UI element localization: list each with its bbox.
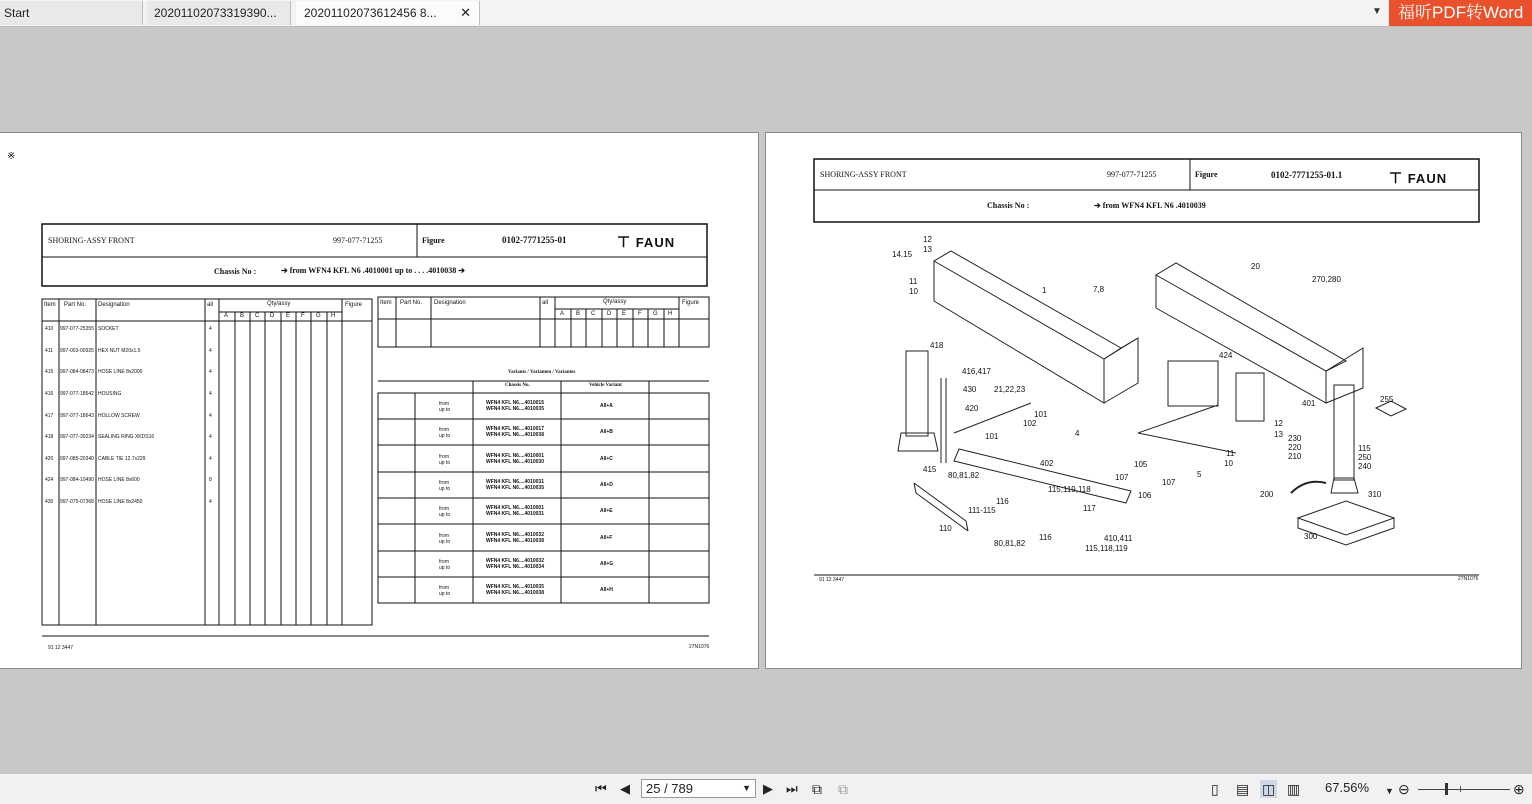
callout: 240 bbox=[1358, 462, 1372, 471]
callout: 115,118,119 bbox=[1085, 544, 1128, 553]
cylinder-401 bbox=[1334, 385, 1354, 480]
continuous-view-icon[interactable]: ▤ bbox=[1236, 781, 1250, 797]
variant-chassis: WFN4 KFL N6....4010015 WFN4 KFL N6....4010035 bbox=[486, 400, 544, 412]
tab-bar bbox=[0, 0, 1532, 27]
variant-from-to: from up to bbox=[439, 427, 451, 439]
callout: 401 bbox=[1302, 399, 1316, 408]
row-item: 410 bbox=[45, 326, 54, 332]
variant-chassis: WFN4 KFL N6....4010017 WFN4 KFL N6....4010038 bbox=[486, 426, 544, 438]
row-item: 415 bbox=[45, 369, 54, 375]
tab-label: 20201102073319390... bbox=[154, 6, 277, 20]
row-part-no: 997-077-30234 bbox=[60, 434, 94, 440]
faun-logo-icon: ⊤ bbox=[617, 234, 632, 251]
row-qty: 4 bbox=[209, 391, 212, 397]
variant-code: All+H bbox=[600, 587, 613, 593]
qty-letter: A bbox=[560, 311, 565, 317]
close-icon[interactable]: ✕ bbox=[460, 5, 471, 20]
qty-letter: F bbox=[301, 313, 305, 319]
row-qty: 4 bbox=[209, 369, 212, 375]
callout: 310 bbox=[1368, 490, 1382, 499]
tab-start[interactable] bbox=[0, 1, 143, 25]
col-qty: Qty/assy bbox=[267, 301, 291, 307]
variant-from-to: from up to bbox=[439, 401, 451, 413]
tab-document-2[interactable] bbox=[296, 1, 480, 25]
qty-letter: G bbox=[653, 311, 658, 317]
tab-label: Start bbox=[4, 6, 30, 20]
callout: 106 bbox=[1138, 491, 1152, 500]
callout: 14.15 bbox=[892, 250, 913, 259]
page-number-value: 25 / 789 bbox=[646, 781, 693, 796]
variant-chassis: WFN4 KFL N6....4010032 WFN4 KFL N6....4010034 bbox=[486, 558, 544, 570]
previous-page-icon[interactable]: ◀ bbox=[620, 781, 630, 796]
row-qty: 4 bbox=[209, 434, 212, 440]
row-part-no: 997-003-00925 bbox=[60, 348, 94, 354]
zoom-slider-tick bbox=[1460, 786, 1461, 792]
pdf-page-right bbox=[765, 132, 1522, 669]
base-plate-300 bbox=[1298, 501, 1394, 535]
col-figure: Figure bbox=[345, 302, 363, 308]
tab-document-1[interactable] bbox=[147, 1, 291, 25]
row-designation: HOSE LINE 8x600 bbox=[98, 477, 140, 483]
row-designation: HOSE LINE 8x2000 bbox=[98, 369, 143, 375]
variant-code: All+F bbox=[600, 535, 613, 541]
variant-chassis: WFN4 KFL N6....4010035 WFN4 KFL N6....4010038 bbox=[486, 584, 544, 596]
callout: 410,411 bbox=[1104, 534, 1133, 543]
footer-left: 91 12 3447 bbox=[819, 577, 845, 583]
callout: 270,280 bbox=[1312, 275, 1341, 284]
left-page-lines bbox=[0, 133, 760, 670]
zoom-out-icon[interactable]: ⊖ bbox=[1398, 781, 1410, 797]
row-item: 417 bbox=[45, 413, 54, 419]
chassis-range: ➔ from WFN4 KFL N6 .4010001 up to . . . .4010038 ➔ bbox=[281, 266, 466, 275]
pdf-to-word-banner[interactable]: 福昕PDF转Word bbox=[1389, 0, 1532, 26]
variant-from-to: from up to bbox=[439, 585, 451, 597]
qty-letter: A bbox=[224, 313, 229, 319]
variant-code: All+B bbox=[600, 429, 613, 435]
qty-letter: C bbox=[255, 313, 260, 319]
row-qty: 8 bbox=[209, 477, 212, 483]
callout: 101 bbox=[1034, 410, 1048, 419]
zoom-level[interactable]: 67.56% bbox=[1325, 780, 1370, 795]
callout: 300 bbox=[1304, 532, 1318, 541]
row-qty: 4 bbox=[209, 413, 212, 419]
callout: 107 bbox=[1162, 478, 1176, 487]
chassis-label: Chassis No : bbox=[987, 201, 1030, 210]
figure-number: 0102-7771255-01 bbox=[502, 235, 567, 245]
tab-menu-dropdown-icon[interactable]: ▼ bbox=[1372, 6, 1382, 17]
callout: 418 bbox=[930, 341, 944, 350]
row-item: 430 bbox=[45, 499, 54, 505]
footer-right: 27N1076 bbox=[689, 644, 710, 650]
callout: 402 bbox=[1040, 459, 1054, 468]
callout: 105 bbox=[1134, 460, 1148, 469]
callout: 11 bbox=[1226, 449, 1235, 458]
col-part-no: Part No. bbox=[400, 300, 423, 306]
row-designation: HEX NUT M20x1.5 bbox=[98, 348, 141, 354]
callout: 200 bbox=[1260, 490, 1274, 499]
callout: 5 bbox=[1197, 470, 1202, 479]
callout: 115,119,118 bbox=[1048, 485, 1091, 494]
variants-col-vehicle: Vehicle Variant bbox=[589, 383, 622, 388]
pdf-page-left bbox=[0, 132, 759, 669]
row-part-no: 997-077-18643 bbox=[60, 413, 94, 419]
callout: 13 bbox=[923, 245, 932, 254]
row-designation: SEALING RING XKDS16 bbox=[98, 434, 155, 440]
variant-chassis: WFN4 KFL N6....4010032 WFN4 KFL N6....4010038 bbox=[486, 532, 544, 544]
qty-letter: G bbox=[316, 313, 321, 319]
zoom-slider-handle[interactable] bbox=[1445, 783, 1448, 795]
callout: 210 bbox=[1288, 452, 1302, 461]
callout: 111-115 bbox=[968, 506, 996, 515]
callout: 7,8 bbox=[1093, 285, 1105, 294]
callout: 12 bbox=[1274, 419, 1283, 428]
variant-chassis: WFN4 KFL N6....4010031 WFN4 KFL N6....4010035 bbox=[486, 479, 544, 491]
beam-1-side bbox=[934, 261, 1104, 403]
faun-logo bbox=[1389, 169, 1447, 187]
col-all: all bbox=[207, 302, 214, 308]
qty-letter: B bbox=[576, 311, 581, 317]
callout: 230 bbox=[1288, 434, 1302, 443]
callout: 21,22,23 bbox=[994, 385, 1026, 394]
variants-col-chassis: Chassis No. bbox=[505, 383, 530, 388]
col-all: all bbox=[542, 300, 549, 306]
row-part-no: 997-084-10490 bbox=[60, 477, 94, 483]
callout: 430 bbox=[963, 385, 977, 394]
single-page-view-icon[interactable]: ▯ bbox=[1211, 781, 1219, 797]
variant-code: All+G bbox=[600, 561, 614, 567]
assembly-part-number: 997-077-71255 bbox=[333, 236, 383, 245]
chevron-down-icon[interactable]: ▼ bbox=[742, 783, 751, 793]
doc-title: SHORING-ASSY FRONT bbox=[48, 236, 135, 245]
callout: 1 bbox=[1042, 286, 1047, 295]
callout: 12 bbox=[923, 235, 932, 244]
first-page-icon[interactable]: ⏮ bbox=[595, 781, 607, 796]
callout: 13 bbox=[1274, 430, 1283, 439]
callout: 102 bbox=[1023, 419, 1037, 428]
callout: 101 bbox=[985, 432, 999, 441]
variant-chassis: WFN4 KFL N6....4010001 WFN4 KFL N6....4010030 bbox=[486, 453, 544, 465]
callout: 80,81,82 bbox=[948, 471, 980, 480]
exploded-view-diagram bbox=[766, 133, 1523, 670]
zoom-slider[interactable] bbox=[1418, 789, 1510, 790]
beam-1 bbox=[934, 251, 1121, 359]
faun-logo-icon: ⊤ bbox=[1389, 170, 1404, 187]
assembly-part-number: 997-077-71255 bbox=[1107, 170, 1157, 179]
last-page-icon[interactable]: ⏭ bbox=[786, 781, 798, 796]
row-qty: 4 bbox=[209, 499, 212, 505]
variant-code: All+C bbox=[600, 456, 613, 462]
callout: 415 bbox=[923, 465, 937, 474]
qty-letter: E bbox=[286, 313, 291, 319]
row-part-no: 997-077-25355 bbox=[60, 326, 94, 332]
row-designation: HOUSING bbox=[98, 391, 122, 397]
zoom-in-icon[interactable]: ⊕ bbox=[1513, 781, 1525, 797]
row-qty: 4 bbox=[209, 326, 212, 332]
beam-20-end bbox=[1326, 348, 1363, 403]
qty-letter: E bbox=[622, 311, 627, 317]
copy-page-icon[interactable]: ⧉ bbox=[812, 781, 822, 797]
rod-402 bbox=[954, 449, 1131, 503]
row-part-no: 997-085-20340 bbox=[60, 456, 94, 462]
callout: 115 bbox=[1358, 444, 1371, 453]
variant-code: All+A bbox=[600, 403, 613, 409]
callout: 80,81,82 bbox=[994, 539, 1026, 548]
col-part-no: Part No. bbox=[64, 302, 87, 308]
row-designation: HOSE LINE 8x2450 bbox=[98, 499, 143, 505]
row-part-no: 997-077-18642 bbox=[60, 391, 94, 397]
callout: 20 bbox=[1251, 262, 1260, 271]
row-item: 420 bbox=[45, 456, 54, 462]
callout: 255 bbox=[1380, 395, 1394, 404]
facing-view-icon[interactable]: ◫ bbox=[1262, 781, 1276, 797]
figure-label: Figure bbox=[1195, 170, 1218, 179]
continuous-facing-view-icon[interactable]: ▥ bbox=[1287, 781, 1301, 797]
col-figure: Figure bbox=[682, 300, 700, 306]
hose-200 bbox=[1291, 482, 1326, 493]
qty-letter: F bbox=[638, 311, 642, 317]
row-qty: 4 bbox=[209, 348, 212, 354]
figure-number: 0102-7771255-01.1 bbox=[1271, 170, 1343, 180]
faun-logo bbox=[617, 233, 675, 251]
doc-title: SHORING-ASSY FRONT bbox=[820, 170, 907, 179]
callout: 250 bbox=[1358, 453, 1372, 462]
variant-from-to: from up to bbox=[439, 454, 451, 466]
col-item: Item bbox=[44, 302, 56, 308]
col-designation: Designation bbox=[434, 300, 466, 306]
callout: 424 bbox=[1219, 351, 1233, 360]
row-item: 418 bbox=[45, 434, 54, 440]
corner-mark: ※ bbox=[7, 151, 16, 162]
callout: 110 bbox=[939, 524, 952, 533]
faun-logo-text: FAUN bbox=[635, 235, 676, 250]
qty-letter: B bbox=[240, 313, 245, 319]
row-designation: CABLE TIE 12.7x229 bbox=[98, 456, 146, 462]
col-qty: Qty/assy bbox=[603, 299, 627, 305]
callout: 10 bbox=[909, 287, 918, 296]
paste-page-icon[interactable]: ⧉ bbox=[838, 781, 848, 797]
beam-20-side bbox=[1156, 275, 1326, 403]
qty-letter: D bbox=[607, 311, 612, 317]
qty-letter: C bbox=[591, 311, 596, 317]
next-page-icon[interactable]: ▶ bbox=[763, 781, 773, 796]
variant-chassis: WFN4 KFL N6....4010001 WFN4 KFL N6....4010031 bbox=[486, 505, 544, 517]
variant-code: All+D bbox=[600, 482, 613, 488]
variants-title: Variants / Varianten / Variantes bbox=[508, 370, 576, 375]
variant-from-to: from up to bbox=[439, 559, 451, 571]
qty-letter: D bbox=[270, 313, 275, 319]
row-item: 411 bbox=[45, 348, 53, 354]
row-qty: 4 bbox=[209, 456, 212, 462]
figure-label: Figure bbox=[422, 236, 445, 245]
valve-block-424 bbox=[1168, 361, 1218, 406]
chassis-range: ➔ from WFN4 KFL N6 .4010039 bbox=[1094, 201, 1206, 210]
tab-label: 20201102073612456 8... bbox=[304, 6, 437, 20]
variant-from-to: from up to bbox=[439, 480, 451, 492]
col-item: Item bbox=[380, 300, 392, 306]
cylinder-left bbox=[906, 351, 928, 436]
row-designation: HOLLOW SCREW bbox=[98, 413, 140, 419]
row-part-no: 997-075-07368 bbox=[60, 499, 94, 505]
callout: 4 bbox=[1075, 429, 1080, 438]
row-designation: SOCKET bbox=[98, 326, 119, 332]
variant-from-to: from up to bbox=[439, 506, 451, 518]
callout: 420 bbox=[965, 404, 979, 413]
footer-left: 91 12 3447 bbox=[48, 645, 74, 651]
page-number-input[interactable] bbox=[641, 779, 756, 798]
callout: 11 bbox=[909, 277, 918, 286]
variant-code: All+E bbox=[600, 508, 613, 514]
chassis-label: Chassis No : bbox=[214, 267, 257, 276]
bottom-toolbar bbox=[0, 773, 1532, 804]
variant-from-to: from up to bbox=[439, 533, 451, 545]
zoom-dropdown-icon[interactable]: ▼ bbox=[1385, 786, 1394, 796]
faun-logo-text: FAUN bbox=[1407, 171, 1448, 186]
row-part-no: 997-084-08473 bbox=[60, 369, 94, 375]
callout: 107 bbox=[1115, 473, 1129, 482]
footer-right: 27N1076 bbox=[1458, 576, 1479, 582]
row-item: 416 bbox=[45, 391, 54, 397]
qty-letter: H bbox=[668, 311, 673, 317]
callout: 117 bbox=[1083, 504, 1096, 513]
callout: 116 bbox=[996, 497, 1009, 506]
callout: 10 bbox=[1224, 459, 1233, 468]
col-designation: Designation bbox=[98, 302, 130, 308]
qty-letter: H bbox=[331, 313, 336, 319]
callout: 416,417 bbox=[962, 367, 991, 376]
callout: 116 bbox=[1039, 533, 1052, 542]
row-item: 424 bbox=[45, 477, 54, 483]
callout: 220 bbox=[1288, 443, 1302, 452]
